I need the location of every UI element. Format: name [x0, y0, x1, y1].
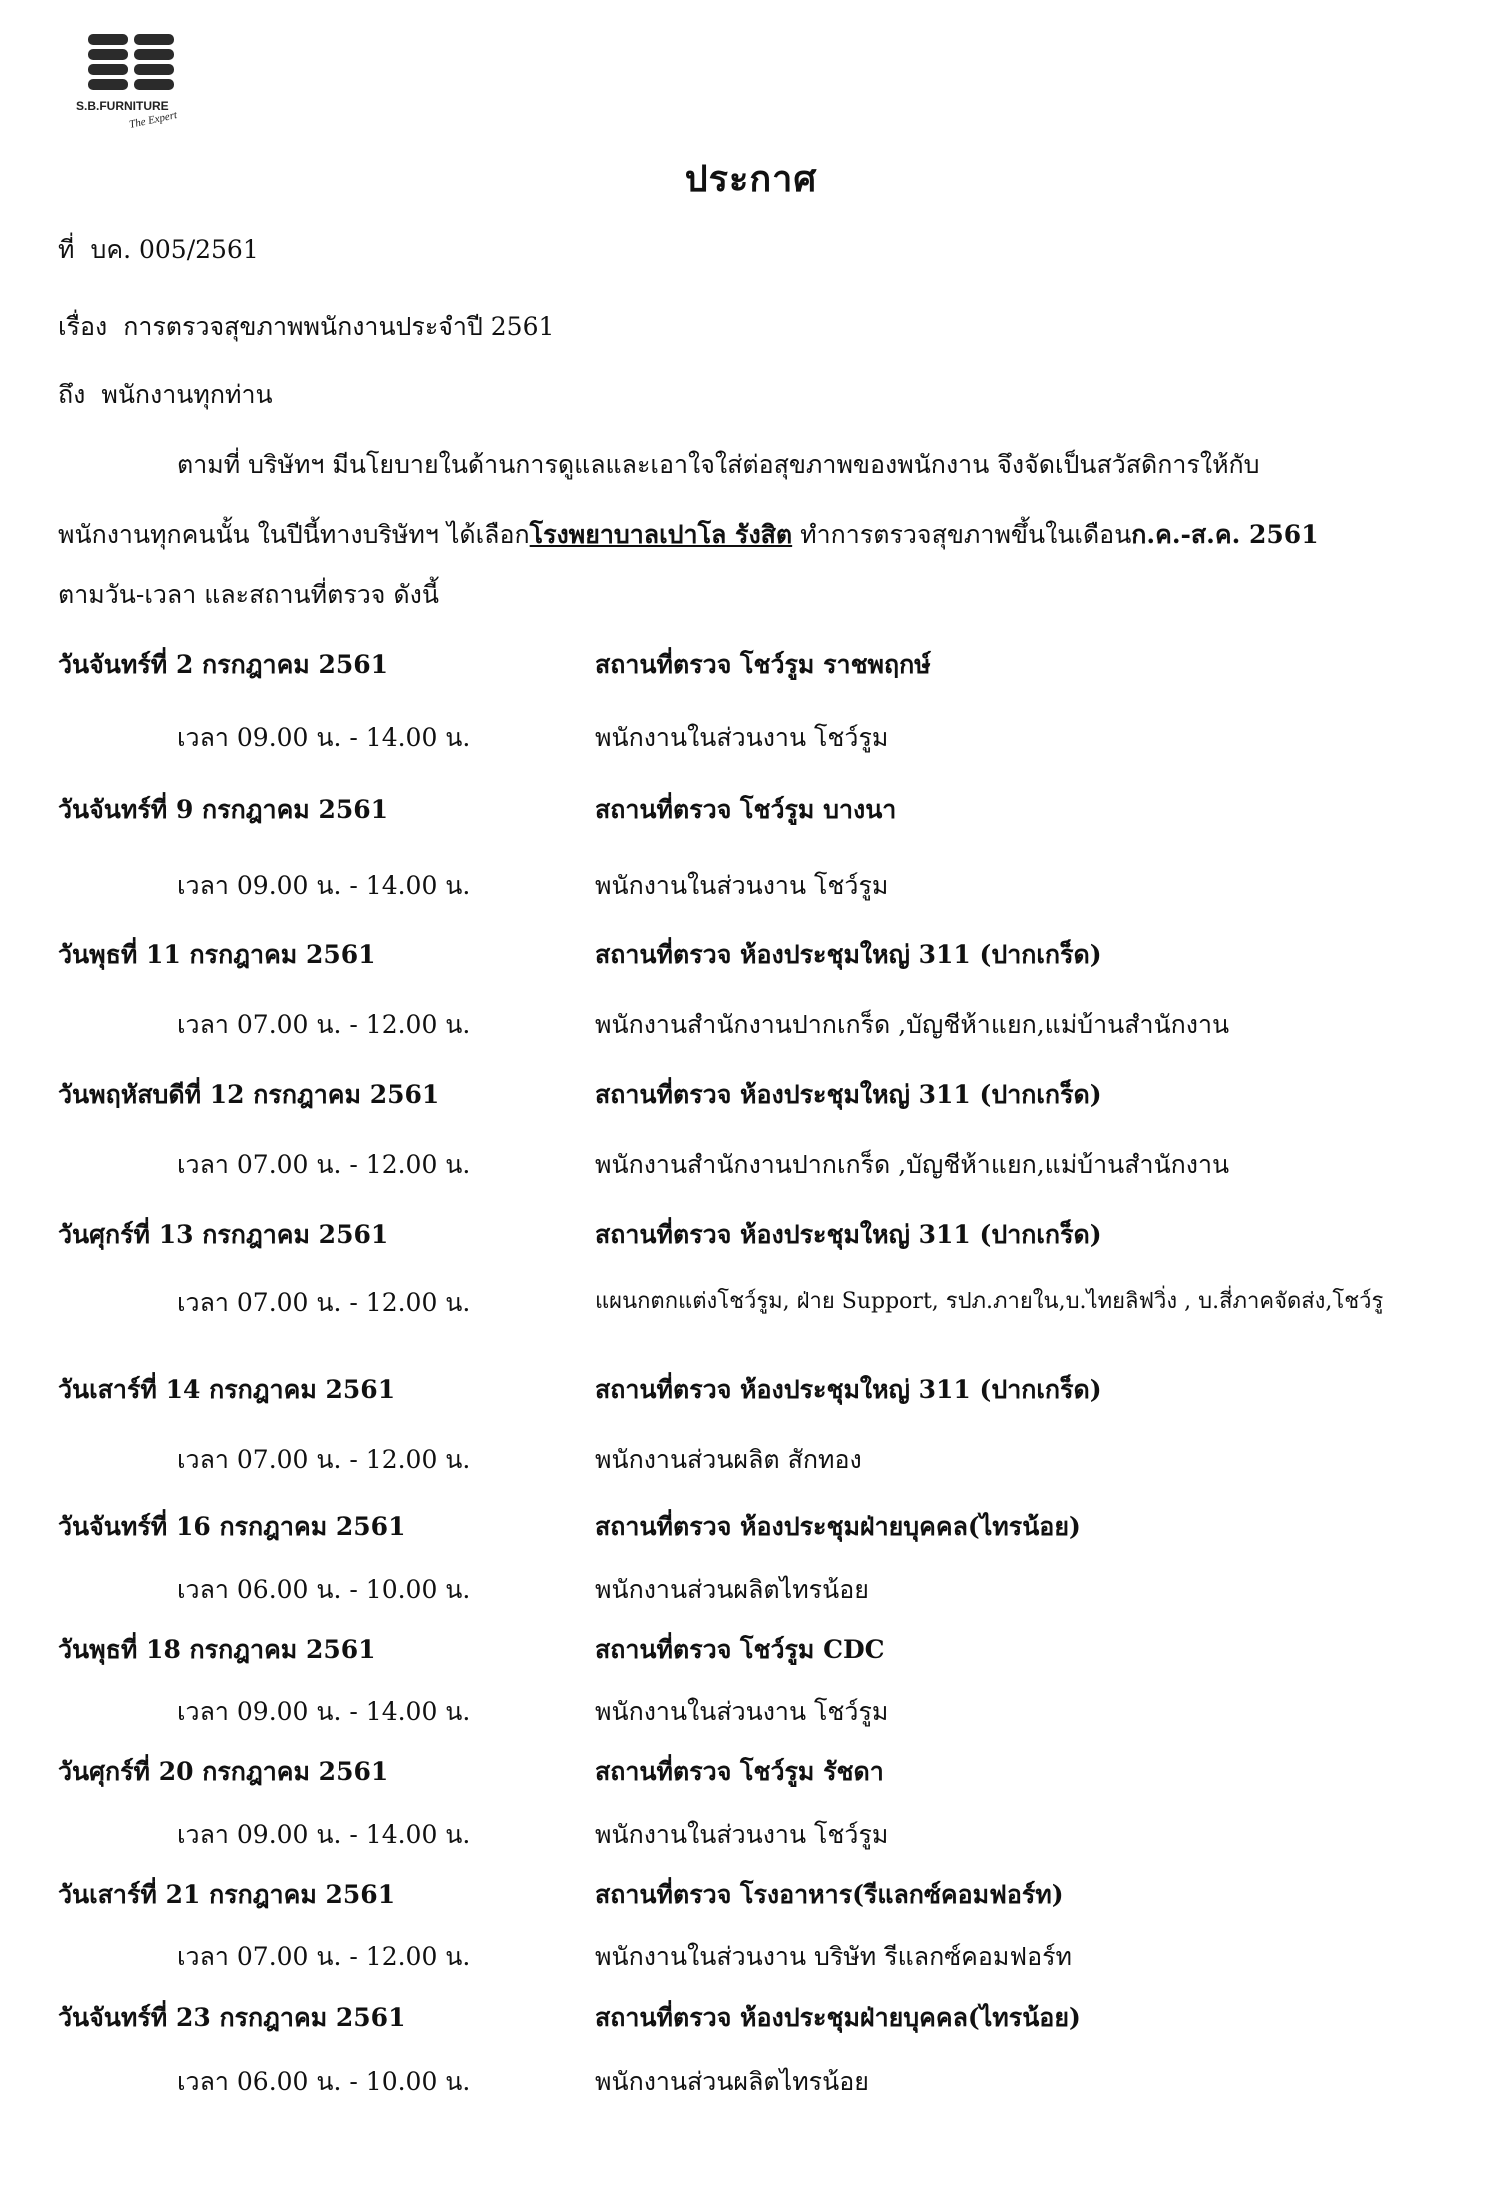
schedule-date-row [0, 790, 1502, 830]
schedule-group: พนักงานส่วนผลิต สักทอง [595, 1445, 862, 1474]
recipient-label: ถึง [58, 380, 86, 409]
schedule-location: สถานที่ตรวจ ห้องประชุมใหญ่ 311 (ปากเกร็ด) [595, 940, 1102, 969]
schedule-location: สถานที่ตรวจ ห้องประชุมฝ่ายบุคคล(ไทรน้อย) [595, 2003, 1081, 2032]
subject-line [58, 307, 554, 347]
schedule-time-row [0, 718, 1502, 758]
recipient-value: พนักงานทุกท่าน [101, 380, 273, 409]
schedule-date-row [0, 1752, 1502, 1792]
schedule-time: เวลา 09.00 น. - 14.00 น. [177, 1697, 471, 1726]
schedule-time-row [0, 1283, 1502, 1323]
schedule-location: สถานที่ตรวจ โชว์รูม ราชพฤกษ์ [595, 650, 931, 679]
schedule-date-row [0, 935, 1502, 975]
schedule-time-row [0, 1937, 1502, 1977]
schedule-time-row [0, 2062, 1502, 2102]
body-line-2-before: พนักงานทุกคนนั้น ในปีนี้ทางบริษัทฯ ได้เลือก [58, 520, 530, 549]
subject-value: การตรวจสุขภาพพนักงานประจำปี 2561 [123, 312, 555, 341]
schedule-group: พนักงานส่วนผลิตไทรน้อย [595, 1575, 869, 1604]
schedule-location: สถานที่ตรวจ โรงอาหาร(รีแลกซ์คอมฟอร์ท) [595, 1880, 1064, 1909]
schedule-time: เวลา 07.00 น. - 12.00 น. [177, 1010, 471, 1039]
schedule-group: พนักงานส่วนผลิตไทรน้อย [595, 2067, 869, 2096]
schedule-time-row [0, 1440, 1502, 1480]
schedule-time: เวลา 07.00 น. - 12.00 น. [177, 1445, 471, 1474]
schedule-location: สถานที่ตรวจ ห้องประชุมใหญ่ 311 (ปากเกร็ด) [595, 1375, 1102, 1404]
schedule-location: สถานที่ตรวจ โชว์รูม CDC [595, 1635, 885, 1664]
schedule-date-row [0, 1215, 1502, 1255]
page-title: ประกาศ [684, 158, 818, 200]
schedule-date-row [0, 1370, 1502, 1410]
schedule-group: พนักงานในส่วนงาน โชว์รูม [595, 723, 889, 752]
schedule-date: วันจันทร์ที่ 23 กรกฎาคม 2561 [58, 2003, 406, 2032]
recipient-line [58, 375, 273, 415]
schedule-location: สถานที่ตรวจ ห้องประชุมใหญ่ 311 (ปากเกร็ด) [595, 1080, 1102, 1109]
sb-furniture-logo-mark [72, 30, 202, 140]
schedule-location: สถานที่ตรวจ ห้องประชุมฝ่ายบุคคล(ไทรน้อย) [595, 1512, 1081, 1541]
logo-brand: S.B.FURNITURE [76, 99, 169, 113]
logo-tagline: The Expert [128, 109, 179, 131]
schedule-time: เวลา 07.00 น. - 12.00 น. [177, 1150, 471, 1179]
schedule-date: วันศุกร์ที่ 20 กรกฎาคม 2561 [58, 1757, 389, 1786]
schedule-date: วันจันทร์ที่ 2 กรกฎาคม 2561 [58, 650, 389, 679]
schedule-time: เวลา 06.00 น. - 10.00 น. [177, 2067, 471, 2096]
schedule-time: เวลา 07.00 น. - 12.00 น. [177, 1942, 471, 1971]
schedule-time-row [0, 1005, 1502, 1045]
schedule-time-row [0, 1815, 1502, 1855]
schedule-location: สถานที่ตรวจ โชว์รูม รัชดา [595, 1757, 884, 1786]
schedule-date: วันพุธที่ 18 กรกฎาคม 2561 [58, 1635, 376, 1664]
schedule-time-row [0, 1570, 1502, 1610]
schedule-date: วันพฤหัสบดีที่ 12 กรกฎาคม 2561 [58, 1080, 440, 1109]
schedule-group: พนักงานในส่วนงาน บริษัท รีแลกซ์คอมฟอร์ท [595, 1942, 1073, 1971]
schedule-time: เวลา 07.00 น. - 12.00 น. [177, 1288, 471, 1317]
body-line-2 [58, 515, 1319, 555]
hospital-name: โรงพยาบาลเปาโล รังสิต [529, 520, 793, 549]
schedule-date-row [0, 1075, 1502, 1115]
schedule-group: แผนกตกแต่งโชว์รูม, ฝ่าย Support, รปภ.ภายใน,บ.ไทยลิฟวิ่ง , บ.สี่ภาคจัดส่ง,โชว์รู [595, 1289, 1384, 1314]
schedule-time-row [0, 1145, 1502, 1185]
schedule-time: เวลา 09.00 น. - 14.00 น. [177, 1820, 471, 1849]
schedule-time-row [0, 866, 1502, 906]
schedule-location: สถานที่ตรวจ ห้องประชุมใหญ่ 311 (ปากเกร็ด) [595, 1220, 1102, 1249]
schedule-date: วันจันทร์ที่ 9 กรกฎาคม 2561 [58, 795, 389, 824]
schedule-time: เวลา 09.00 น. - 14.00 น. [177, 871, 471, 900]
schedule-date-row [0, 1507, 1502, 1547]
body-line-3: ตามวัน-เวลา และสถานที่ตรวจ ดังนี้ [58, 580, 439, 609]
schedule-date-row [0, 1630, 1502, 1670]
schedule-date: วันพุธที่ 11 กรกฎาคม 2561 [58, 940, 376, 969]
reference-value: บค. 005/2561 [90, 235, 259, 264]
body-line-2-middle: ทำการตรวจสุขภาพขึ้นในเดือน [792, 520, 1132, 549]
schedule-time: เวลา 06.00 น. - 10.00 น. [177, 1575, 471, 1604]
body-line-1: ตามที่ บริษัทฯ มีนโยบายในด้านการดูแลและเอาใจใส่ต่อสุขภาพของพนักงาน จึงจัดเป็นสวัสดิการให้กับ [177, 450, 1260, 479]
schedule-location: สถานที่ตรวจ โชว์รูม บางนา [595, 795, 897, 824]
schedule-group: พนักงานในส่วนงาน โชว์รูม [595, 1697, 889, 1726]
schedule-group: พนักงานในส่วนงาน โชว์รูม [595, 871, 889, 900]
schedule-date: วันเสาร์ที่ 21 กรกฎาคม 2561 [58, 1880, 396, 1909]
reference-line [58, 230, 259, 270]
schedule-group: พนักงานสำนักงานปากเกร็ด ,บัญชีห้าแยก,แม่บ้านสำนักงาน [595, 1150, 1230, 1179]
schedule-date-row [0, 645, 1502, 685]
schedule-date: วันศุกร์ที่ 13 กรกฎาคม 2561 [58, 1220, 389, 1249]
schedule-group: พนักงานสำนักงานปากเกร็ด ,บัญชีห้าแยก,แม่บ้านสำนักงาน [595, 1010, 1230, 1039]
schedule-date-row [0, 1875, 1502, 1915]
schedule-date: วันเสาร์ที่ 14 กรกฎาคม 2561 [58, 1375, 396, 1404]
reference-label: ที่ [58, 235, 75, 264]
schedule-date: วันจันทร์ที่ 16 กรกฎาคม 2561 [58, 1512, 406, 1541]
subject-label: เรื่อง [58, 312, 108, 341]
schedule-time: เวลา 09.00 น. - 14.00 น. [177, 723, 471, 752]
exam-months: ก.ค.-ส.ค. 2561 [1131, 520, 1319, 549]
schedule-date-row [0, 1998, 1502, 2038]
company-logo [72, 30, 202, 140]
schedule-group: พนักงานในส่วนงาน โชว์รูม [595, 1820, 889, 1849]
schedule-time-row [0, 1692, 1502, 1732]
